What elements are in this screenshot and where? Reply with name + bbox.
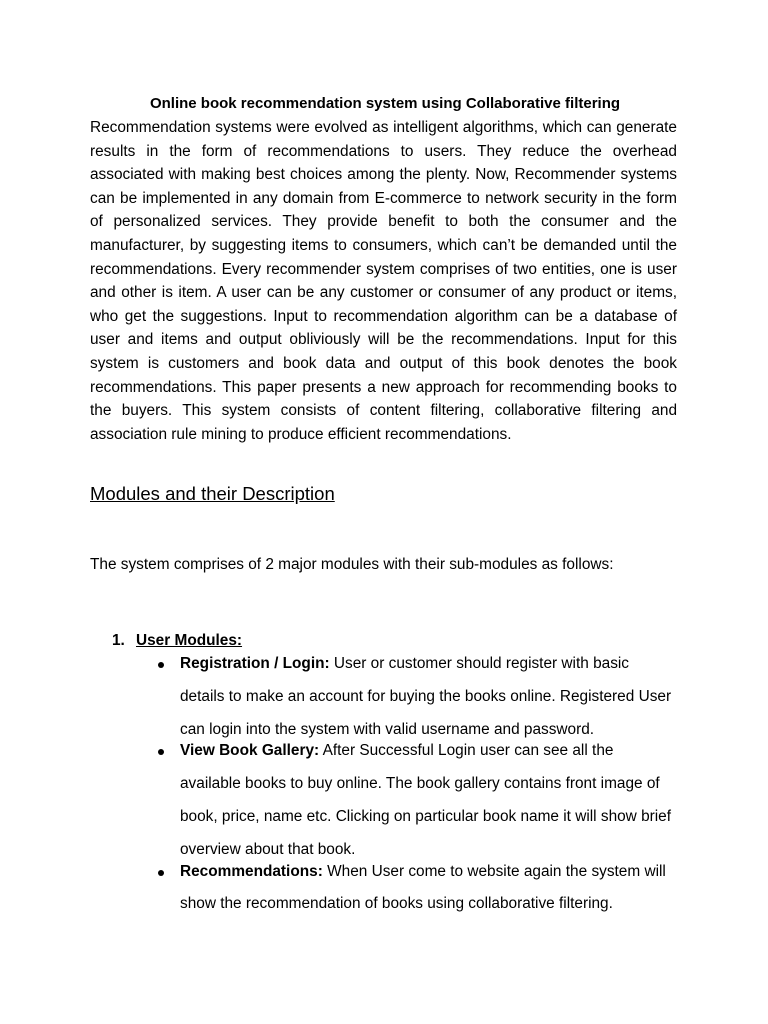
list-item-recommendations	[155, 856, 675, 922]
section-heading: Modules and their Description	[90, 483, 335, 504]
user-module-list	[155, 654, 675, 913]
bullet-icon	[158, 749, 164, 755]
module-number: 1.	[112, 632, 125, 649]
intro-paragraph: Recommendation systems were evolved as intelligent algorithms, which can generate results in the form of recommendations to users. They reduce the overhead associated with making best choices among the plenty. Now, Recommender systems can be implemented in any domain from E-commerce to network security in the form of personalized services. They provide benefit to both the consumer and the manufacturer, by suggesting items to consumers, which can’t be demanded until the recommendations. Every recommender system comprises of two entities, one is user and other is item. A user can be any customer or consumer of any product or items, who get the suggestions. Input to recommendation algorithm can be a database of user and items and output obliviously will be the recommendations. Input for this system is customers and book data and output of this book denotes the book recommendations. This paper presents a new approach for recommending books to the buyers. This system consists of content filtering, collaborative filtering and association rule mining to produce efficient recommendations.	[90, 119, 677, 443]
modules-lead-sentence: The system comprises of 2 major modules with their sub-modules as follows:	[90, 556, 614, 573]
document-title: Online book recommendation system using Collaborative filtering	[149, 95, 621, 112]
list-item-term: Registration / Login:	[180, 655, 330, 672]
bullet-icon	[158, 662, 164, 668]
module-label: User Modules:	[136, 632, 243, 649]
bullet-icon	[158, 870, 164, 876]
list-item-text: When User come to website again the system will show the recommendation of books using collaborative filtering.	[180, 862, 666, 913]
list-item-view-book-gallery	[155, 735, 675, 866]
list-item-term: View Book Gallery:	[180, 742, 320, 760]
list-item-text: After Successful Login user can see all the available books to buy online. The book gallery contains front image of book, price, name etc. Clicking on particular book name it will show brief overview about that book.	[180, 742, 672, 858]
list-item-term: Recommendations:	[180, 862, 323, 880]
list-item-text: User or customer should register with basic details to make an account for buying the books online. Registered User can login into the system with valid username and password.	[180, 655, 672, 738]
list-item-registration-login	[155, 648, 675, 746]
